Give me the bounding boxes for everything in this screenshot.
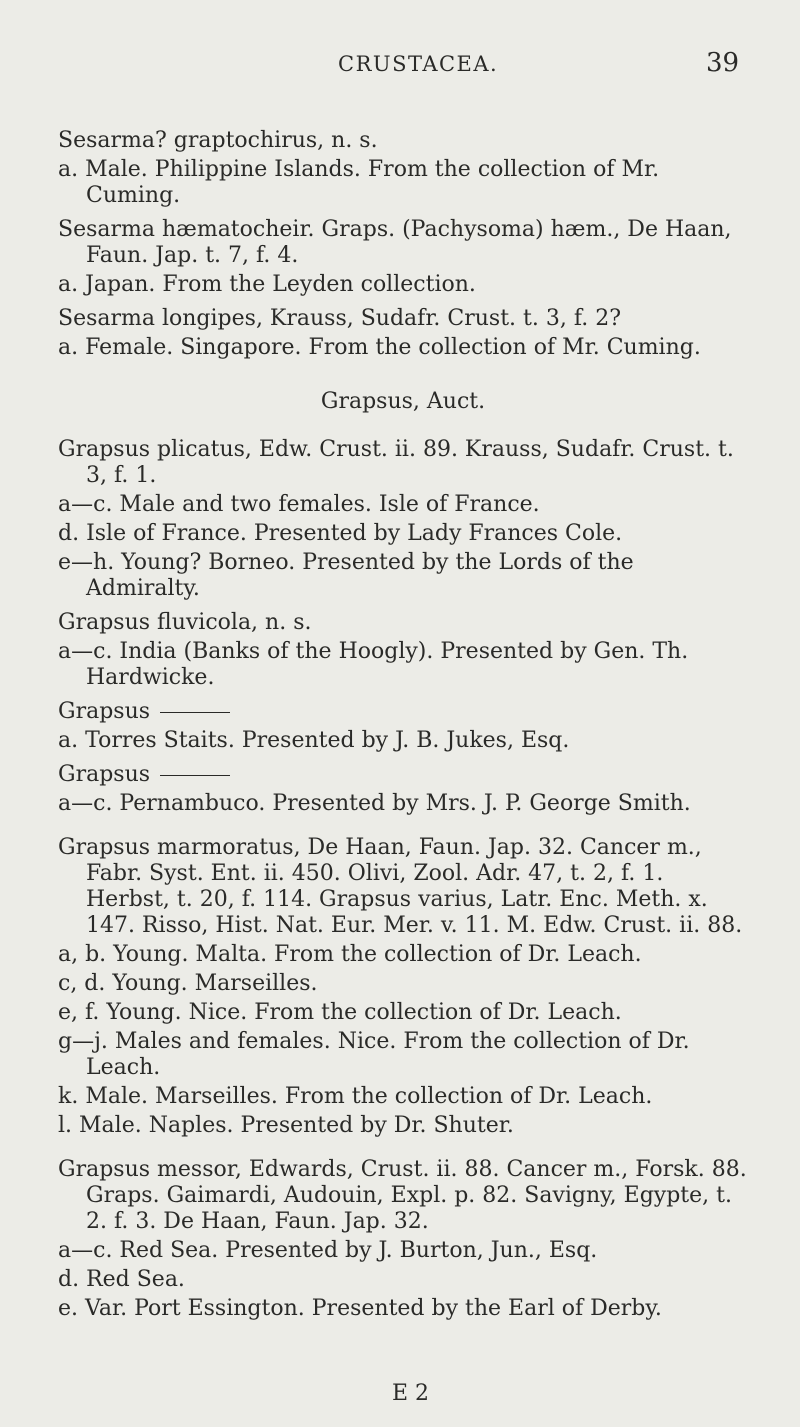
- species-heading: [58, 699, 748, 725]
- species-entry: [58, 128, 748, 209]
- specimen-line: l. Male. Naples. Presented by Dr. Shuter.: [58, 1113, 514, 1138]
- specimen-line: a—c. Male and two females. Isle of France.: [58, 492, 540, 517]
- species-heading: Sesarma hæmatocheir. Graps. (Pachysoma) hæm., De Haan, Faun. Jap. t. 7, f. 4.: [58, 217, 732, 268]
- specimen-line: g—j. Males and females. Nice. From the collection of Dr. Leach.: [58, 1029, 690, 1080]
- species-entry: [58, 217, 748, 298]
- page-content: [58, 128, 748, 1330]
- specimen-line: e, f. Young. Nice. From the collection of Dr. Leach.: [58, 1000, 622, 1025]
- specimen-line: a. Torres Staits. Presented by J. B. Jukes, Esq.: [58, 728, 570, 753]
- specimen-line: e—h. Young? Borneo. Presented by the Lords of the Admiralty.: [58, 550, 634, 601]
- species-entry: [58, 1157, 748, 1322]
- species-heading: Grapsus messor, Edwards, Crust. ii. 88. Cancer m., Forsk. 88. Graps. Gaimardi, Audouin, Expl. p. 82. Savigny, Egypte, t. 2. f. 3. De Haan, Faun. Jap. 32.: [58, 1157, 747, 1234]
- specimen-line: d. Isle of France. Presented by Lady Frances Cole.: [58, 521, 623, 546]
- species-entry: [58, 437, 748, 602]
- signature-mark: E 2: [392, 1381, 430, 1406]
- species-heading: Sesarma? graptochirus, n. s.: [58, 128, 378, 153]
- specimen-line: k. Male. Marseilles. From the collection of Dr. Leach.: [58, 1084, 653, 1109]
- species-heading-text: Grapsus: [58, 699, 151, 724]
- species-heading-text: Grapsus: [58, 762, 151, 787]
- specimen-line: e. Var. Port Essington. Presented by the Earl of Derby.: [58, 1296, 662, 1321]
- page-header: [0, 48, 800, 92]
- species-heading: Grapsus marmoratus, De Haan, Faun. Jap. 32. Cancer m., Fabr. Syst. Ent. ii. 450. Olivi, Zool. Adr. 47, t. 2, f. 1. Herbst, t. 20, f. 114. Grapsus varius, Latr. Enc. Meth. x. 147. Risso, Hist. Nat. Eur. Mer. v. 11. M. Edw. Crust. ii. 88.: [58, 835, 743, 938]
- blank-rule: [160, 712, 230, 713]
- specimen-line: a. Japan. From the Leyden collection.: [58, 272, 476, 297]
- species-entry: [58, 762, 748, 817]
- species-entry: [58, 610, 748, 691]
- species-entry: [58, 699, 748, 754]
- specimen-line: c, d. Young. Marseilles.: [58, 971, 318, 996]
- specimen-line: a—c. Pernambuco. Presented by Mrs. J. P. George Smith.: [58, 791, 691, 816]
- specimen-line: d. Red Sea.: [58, 1267, 185, 1292]
- blank-rule: [160, 775, 230, 776]
- specimen-line: a—c. India (Banks of the Hoogly). Presented by Gen. Th. Hardwicke.: [58, 639, 689, 690]
- running-title: CRUSTACEA.: [338, 52, 499, 76]
- species-entry: [58, 835, 748, 1139]
- genus-heading: Grapsus, Auct.: [320, 389, 486, 414]
- specimen-line: a, b. Young. Malta. From the collection of Dr. Leach.: [58, 942, 642, 967]
- specimen-line: a—c. Red Sea. Presented by J. Burton, Jun., Esq.: [58, 1238, 598, 1263]
- species-heading: [58, 762, 748, 788]
- page-number: 39: [706, 48, 740, 78]
- specimen-line: a. Female. Singapore. From the collection of Mr. Cuming.: [58, 335, 701, 360]
- specimen-line: a. Male. Philippine Islands. From the collection of Mr. Cuming.: [58, 157, 660, 208]
- species-entry: [58, 306, 748, 361]
- species-heading: Grapsus plicatus, Edw. Crust. ii. 89. Krauss, Sudafr. Crust. t. 3, f. 1.: [58, 437, 734, 488]
- species-heading: Sesarma longipes, Krauss, Sudafr. Crust. t. 3, f. 2?: [58, 306, 621, 331]
- species-heading: Grapsus fluvicola, n. s.: [58, 610, 312, 635]
